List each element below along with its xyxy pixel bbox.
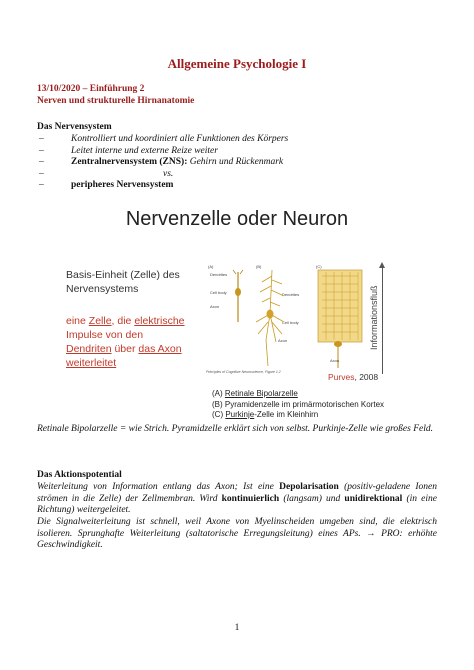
figure-label-dendrites-b: Dendrites: [282, 292, 300, 297]
text-fragment: Die Signalweiterleitung ist schnell, weil Axone von Myelinscheiden umgeben sind, die elektrisch isolieren. Sprunghafte Weiterleitung (saltatorische Erregungsleitung) eines APs. → PRO: erhöhte Geschwindigkeit.: [37, 517, 437, 551]
legend-item: [212, 389, 384, 400]
legend-underlined: Retinale Bipolarzelle: [224, 389, 298, 398]
list-item-italic: Gehirn und Rückenmark: [187, 157, 284, 167]
legend-prefix: (A): [212, 389, 225, 398]
underlined-fragment: elektrische: [134, 315, 185, 327]
bold-fragment: unidirektional: [344, 493, 403, 504]
list-item: [37, 157, 437, 169]
legend-prefix: (B) Pyramidenzelle im primärmotorischen Kortex: [212, 399, 385, 409]
list-item-text: [71, 157, 283, 169]
list-dash: –: [39, 157, 44, 167]
lecture-subtitle: Nerven und strukturelle Hirnanatomie: [37, 96, 195, 106]
figure-caption: Principles of Cognitive Neuroscience, Figure 1.2: [206, 370, 281, 374]
list-item-bold: Zentralnervensystem (ZNS):: [71, 157, 188, 167]
list-dash: –: [39, 145, 44, 156]
list-dash: –: [39, 168, 44, 179]
text-fragment: Weiterleitung von Information entlang das Axon; Ist eine: [37, 482, 280, 492]
list-item-text: Leitet interne und externe Reize weiter: [71, 145, 218, 156]
figure-label-c: (C): [316, 264, 322, 269]
figure-label-axon: Axon: [210, 304, 220, 309]
figure-label-axon-b: Axon: [278, 338, 288, 343]
underlined-fragment: Zelle: [88, 315, 112, 327]
source-author: Purves: [328, 372, 355, 382]
list-item: [37, 180, 437, 192]
document-title: Allgemeine Psychologie I: [167, 56, 307, 71]
figure-legend: [212, 389, 384, 421]
list-dash: –: [39, 180, 44, 190]
pyramidal-cell-drawing: [256, 270, 284, 366]
legend-prefix: (C): [212, 410, 226, 419]
legend-underlined: Purkinje: [225, 410, 255, 419]
aktionspotential-paragraph-1: [37, 482, 437, 517]
figure-label-cell-body-b: Cell body: [282, 320, 299, 325]
page-number: 1: [234, 623, 240, 633]
purkinje-cell-drawing: [318, 270, 362, 368]
text-fragment: über: [111, 343, 139, 355]
text-fragment: , die: [111, 315, 135, 327]
slide-title: Nervenzelle oder Neuron: [125, 208, 349, 230]
legend-item: [212, 410, 384, 421]
list-item: [37, 169, 437, 181]
slide-red-text: [66, 314, 185, 370]
information-flow-label: Informationsfluß: [369, 285, 379, 351]
slide-red-line: [66, 314, 185, 328]
slide-basis-line: Basis-Einheit (Zelle) des: [66, 269, 180, 281]
slide-basis-line: Nervensystems: [66, 283, 139, 295]
note-text: Retinale Bipolarzelle = wie Strich. Pyramidzelle erklärt sich von selbst. Purkinje-Zelle wie großes Feld.: [37, 424, 434, 434]
bold-fragment: Depolarisation: [279, 482, 339, 492]
list-item: [37, 134, 437, 146]
list-dash: –: [39, 134, 44, 144]
figure-label-a: (A): [208, 264, 214, 269]
legend-item: [212, 400, 384, 411]
lecture-date-line: 13/10/2020 – Einführung 2: [37, 84, 145, 94]
text-fragment: (in eine Richtung) weitergeleitet.: [37, 493, 438, 516]
nervensystem-list: [37, 134, 437, 192]
text-fragment: (positiv-geladene Ionen strömen in die Zelle) der Zellmembran. Wird: [37, 482, 438, 504]
list-item: [37, 146, 437, 158]
figure-label-cell-body: Cell body: [210, 290, 227, 295]
figure-label-axon-c: Axon: [330, 358, 340, 363]
slide-red-line: weiterleitet: [66, 357, 117, 369]
figure-note-paragraph: [37, 424, 437, 436]
figure-source: [328, 372, 378, 382]
section-heading-aktionspotential: Das Aktionspotential: [37, 470, 122, 480]
list-item-text: Kontrolliert und koordiniert alle Funktionen des Körpers: [71, 134, 289, 144]
aktionspotential-paragraph-2: [37, 517, 437, 552]
figure-label-dendrites: Dendrites: [210, 272, 228, 277]
bipolar-cell-drawing: [233, 270, 243, 322]
text-fragment: (langsam) und: [279, 493, 345, 504]
underlined-fragment: Dendriten: [66, 343, 112, 355]
underlined-fragment: das Axon: [138, 343, 182, 355]
neuron-figure: [206, 262, 364, 370]
list-item-text: peripheres Nervensystem: [71, 180, 174, 190]
slide-basis-text: [66, 268, 180, 296]
legend-rest: -Zelle im Kleinhirn: [254, 410, 319, 419]
source-year: , 2008: [354, 372, 379, 382]
slide-red-line: Impulse von den: [66, 329, 144, 341]
slide-red-line: [66, 342, 185, 356]
bold-fragment: kontinuierlich: [221, 493, 280, 504]
figure-label-b: (B): [256, 264, 262, 269]
list-item-text: vs.: [163, 168, 174, 179]
section-heading-nervensystem: Das Nervensystem: [37, 122, 112, 132]
text-fragment: eine: [66, 315, 89, 327]
